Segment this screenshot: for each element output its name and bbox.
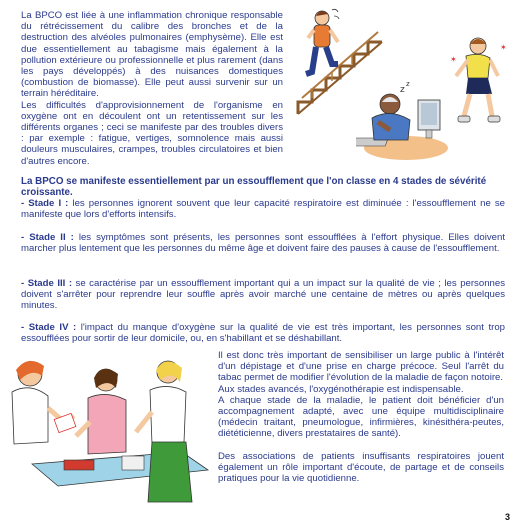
stage-1-text: les personnes ignorent souvent que leur capacité respiratoire est diminuée : l'essoufflement ne se manifeste que lors d'efforts intensifs.	[21, 198, 505, 221]
women-discussion-illustration	[2, 352, 214, 520]
svg-text:✶: ✶	[450, 55, 457, 64]
intro-section	[21, 10, 283, 167]
svg-text:✶: ✶	[500, 43, 507, 52]
stage-4-text: l'impact du manque d'oxygène sur la qualité de vie est très important, les personnes sont trop essoufflées pour sortir de leur domicile, ou, en s'habillant et se déshabillant.	[21, 322, 506, 345]
svg-text:z: z	[406, 80, 410, 88]
conclusion-paragraph-2: Des associations de patients insuffisants respiratoires jouent également un rôle important d'écoute, de partage et de conseils pratiques pour la vie quotidienne.	[218, 450, 504, 485]
stage-1-paragraph	[21, 198, 505, 220]
stage-4-paragraph	[21, 322, 505, 344]
page-number: 3	[505, 512, 511, 522]
conclusion-section	[218, 350, 504, 484]
conclusion-paragraph-1	[218, 350, 504, 440]
tired-man-at-computer-illustration	[356, 78, 452, 164]
stage-4-label: - Stade IV :	[21, 322, 77, 333]
severity-heading: La BPCO se manifeste essentiellement par un essoufflement que l'on classe en 4 stades de sévérité croissante.	[21, 176, 487, 199]
fatigued-man-illustration	[448, 32, 518, 132]
stage-2-paragraph	[21, 232, 505, 254]
stage-3-label: - Stade III :	[21, 278, 73, 289]
stage-2-text: les symptômes sont présents, les personnes sont essoufflées à l'effort physique. Elles doivent marcher plus lentement que les personnes du même âge et doivent faire des pauses à cause de l'essoufflement.	[21, 232, 505, 255]
conclusion-text-1: Il est donc très important de sensibiliser un large public à l'intérêt d'un dépistage et d'une prise en charge précoce. Seul l'arrêt du tabac permet de modifier l'évolution de la maladie de façon notoire.	[218, 350, 504, 384]
intro-paragraph-2: Les difficultés d'approvisionnement de l'organisme en oxygène ont en découlent ont un retentissement sur les différents organes ; ceci se manifeste par des troubles divers : par exemple : fatigue, vertiges, somnolence mais aussi douleurs musculaires, crampes, troubles circulatoires et bien d'autres encore.	[21, 99, 283, 167]
conclusion-text-3: A chaque stade de la maladie, le patient doit bénéficier d'un accompagnement adapté, avec une équipe multidisciplinaire (médecin traitant, pneumologue, infirmières, kinésithéra-peutes, diététicienne, divers prestataires de santé).	[218, 394, 504, 440]
stage-3-text: se caractérise par un essoufflement important qui a un impact sur la qualité de vie ; les personnes doivent s'arrêter pour reprendre leur souffle après avoir marché une centaine de mètres ou après quelques minutes.	[21, 278, 505, 312]
conclusion-text-2: Aux stades avancés, l'oxygénothérapie est indispensable.	[218, 383, 464, 395]
stage-2-label: - Stade II :	[21, 232, 74, 243]
svg-text:z: z	[400, 85, 405, 95]
stage-3-paragraph	[21, 278, 505, 312]
stage-1-label: - Stade I :	[21, 198, 69, 209]
intro-paragraph-1: La BPCO est liée à une inflammation chronique responsable du rétrécissement du calibre des bronches et de la destruction des alvéoles pulmonaires (emphysème). Elle est due essentiellement au tabagisme mais également à la pollution extérieure ou professionnelle et plus rarement (dans les pays développés) à des nuisances domestiques (combustion de biomasse). Elle peut aussi survenir sur un terrain héréditaire.	[21, 10, 283, 100]
